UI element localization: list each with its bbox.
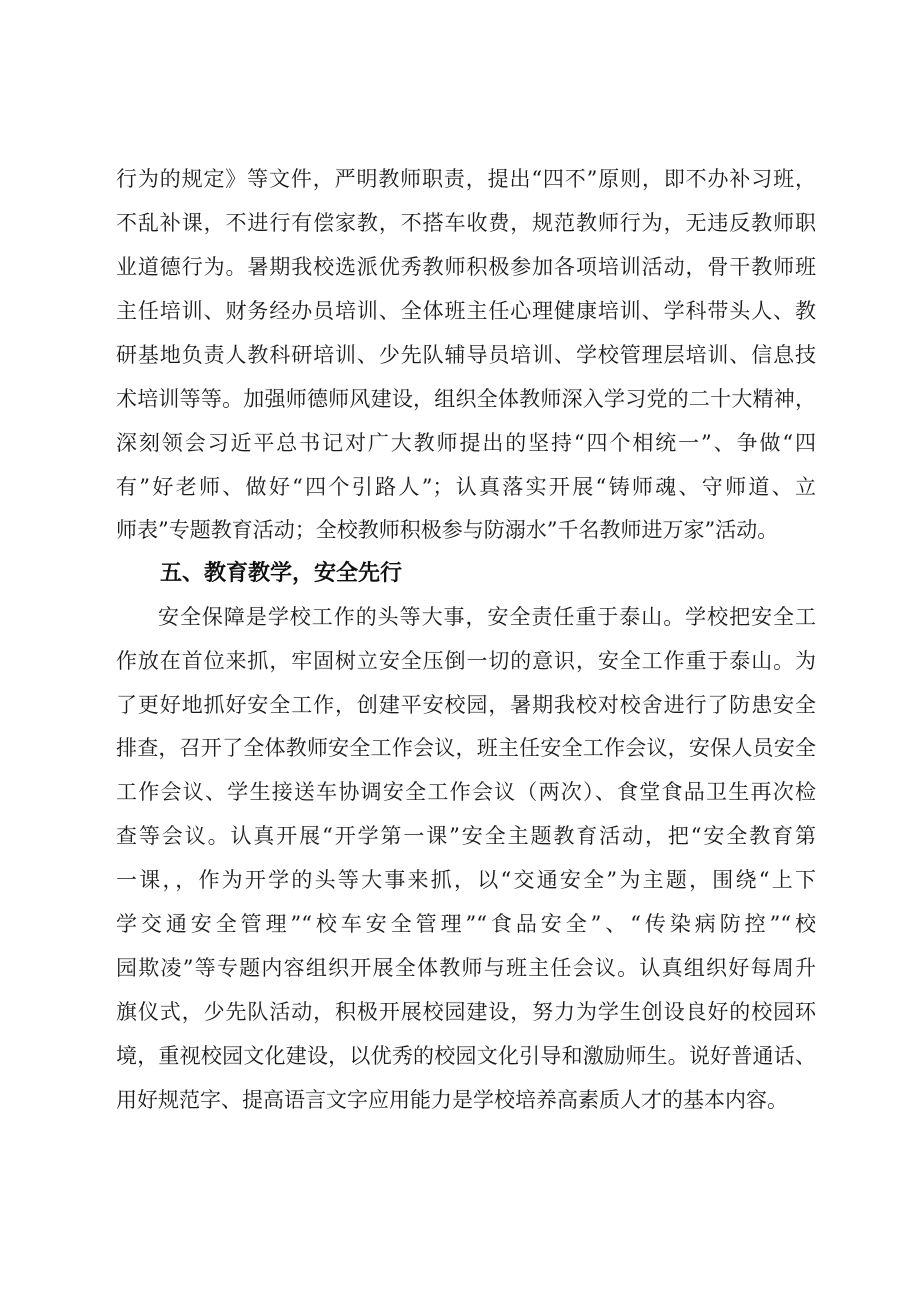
paragraph-line: 园欺凌”等专题内容组织开展全体教师与班主任会议。认真组织好每周升: [116, 956, 816, 980]
paragraph-line: 不乱补课，不进行有偿家教，不搭车收费，规范教师行为，无违反教师职: [116, 211, 816, 235]
paragraph-line: 排查，召开了全体教师安全工作会议，班主任安全工作会议，安保人员安全: [116, 736, 816, 760]
paragraph-line: 查等会议。认真开展“开学第一课”安全主题教育活动，把“安全教育第: [116, 824, 816, 848]
paragraph-line: 行为的规定》等文件，严明教师职责，提出“四不”原则，即不办补习班，: [116, 167, 816, 191]
paragraph-line: 安全保障是学校工作的头等大事，安全责任重于泰山。学校把安全工: [158, 605, 816, 629]
section-heading: 五、教育教学，安全先行: [160, 561, 403, 586]
paragraph-line: 作放在首位来抓，牢固树立安全压倒一切的意识，安全工作重于泰山。为: [116, 649, 816, 673]
paragraph-line: 学交通安全管理”“校车安全管理”“食品安全”、“传染病防控”“校: [116, 912, 816, 936]
paragraph-line: 一课，，作为开学的头等大事来抓，以“交通安全”为主题，围绕“上下: [116, 868, 816, 892]
paragraph-line: 主任培训、财务经办员培训、全体班主任心理健康培训、学科带头人、教: [116, 299, 816, 323]
paragraph-line: 旗仪式，少先队活动，积极开展校园建设，努力为学生创设良好的校园环: [116, 1000, 816, 1024]
paragraph-line: 有”好老师、做好“四个引路人”；认真落实开展“铸师魂、守师道、立: [116, 475, 816, 499]
paragraph-line: 境，重视校园文化建设，以优秀的校园文化引导和激励师生。说好普通话、: [116, 1044, 816, 1068]
paragraph-line: 师表”专题教育活动；全校教师积极参与防溺水”千名教师进万家”活动。: [116, 518, 779, 542]
paragraph-line: 了更好地抓好安全工作，创建平安校园，暑期我校对校舍进行了防患安全: [116, 693, 816, 717]
paragraph-line: 研基地负责人教科研培训、少先队辅导员培训、学校管理层培训、信息技: [116, 343, 816, 367]
paragraph-line: 用好规范字、提高语言文字应用能力是学校培养高素质人才的基本内容。: [116, 1088, 788, 1112]
paragraph-line: 术培训等等。加强师德师风建设，组织全体教师深入学习党的二十大精神，: [116, 387, 816, 411]
paragraph-line: 业道德行为。暑期我校选派优秀教师积极参加各项培训活动，骨干教师班: [116, 255, 816, 279]
paragraph-line: 深刻领会习近平总书记对广大教师提出的坚持“四个相统一”、争做“四: [116, 431, 816, 455]
paragraph-line: 工作会议、学生接送车协调安全工作会议（两次）、食堂食品卫生再次检: [116, 780, 816, 804]
